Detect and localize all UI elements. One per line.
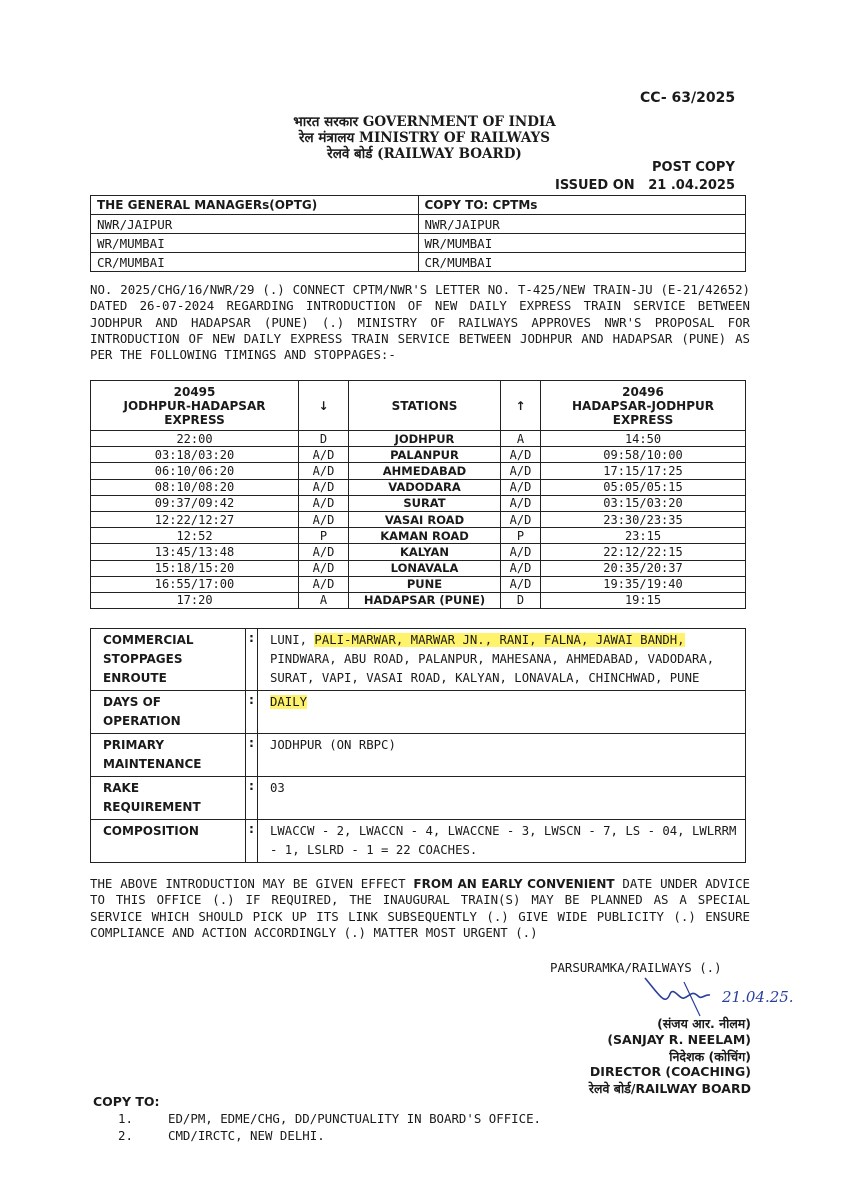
colon-separator: : xyxy=(246,820,258,863)
table-row xyxy=(91,528,746,544)
table-row xyxy=(91,576,746,592)
down-code: A/D xyxy=(299,479,349,495)
colon-separator: : xyxy=(246,734,258,777)
station-name: KAMAN ROAD xyxy=(349,528,501,544)
days-label xyxy=(91,691,246,734)
addressee-header-row xyxy=(91,196,746,215)
signatory-office: रेलवे बोर्ड/RAILWAY BOARD xyxy=(588,1081,751,1096)
up-time: 14:50 xyxy=(541,431,746,447)
table-row xyxy=(91,560,746,576)
up-time: 23:30/23:35 xyxy=(541,511,746,527)
up-time: 23:15 xyxy=(541,528,746,544)
up-time: 22:12/22:15 xyxy=(541,544,746,560)
down-code: A xyxy=(299,592,349,608)
up-code: A/D xyxy=(501,544,541,560)
down-train-name: JODHPUR-HADAPSAR xyxy=(123,398,266,413)
table-row xyxy=(91,592,746,608)
up-code: A/D xyxy=(501,560,541,576)
body-paragraph: NO. 2025/CHG/16/NWR/29 (.) CONNECT CPTM/NWR'S LETTER NO. T-425/NEW TRAIN-JU (E-21/42652) DATED 26-07-2024 REGARDING INTRODUCTION OF NEW DAILY EXPRESS TRAIN SERVICE BETWEEN JODHPUR AND HADAPSAR (PUNE) (.) MINISTRY OF RAILWAYS APPROVES NWR'S PROPOSAL FOR INTRODUCTION OF NEW DAILY EXPRESS TRAIN SERVICE BETWEEN JODHPUR AND HADAPSAR (PUNE) AS PER THE FOLLOWING TIMINGS AND STOPPAGES:- xyxy=(90,282,750,363)
post-copy-label: POST COPY xyxy=(652,160,735,175)
up-code: A/D xyxy=(501,495,541,511)
down-arrow-icon: ↓ xyxy=(299,381,349,431)
up-train-name: HADAPSAR-JODHPUR xyxy=(572,398,714,413)
up-code: P xyxy=(501,528,541,544)
station-name: VASAI ROAD xyxy=(349,511,501,527)
station-name: SURAT xyxy=(349,495,501,511)
stoppages-value xyxy=(258,629,746,691)
general-managers-head: THE GENERAL MANAGERs(OPTG) xyxy=(91,196,419,215)
days-value xyxy=(258,691,746,734)
addressee-table xyxy=(90,195,746,272)
colon-separator: : xyxy=(246,629,258,691)
stoppages-label-line: STOPPAGES xyxy=(103,652,183,666)
down-time: 08:10/08:20 xyxy=(91,479,299,495)
rake-row xyxy=(91,777,746,820)
gm-cell: NWR/JAIPUR xyxy=(91,215,419,234)
table-row xyxy=(91,215,746,234)
table-row xyxy=(91,447,746,463)
down-time: 16:55/17:00 xyxy=(91,576,299,592)
station-name: VADODARA xyxy=(349,479,501,495)
down-time: 15:18/15:20 xyxy=(91,560,299,576)
issued-on-date: 21 .04.2025 xyxy=(648,178,736,193)
down-code: A/D xyxy=(299,576,349,592)
composition-label: COMPOSITION xyxy=(91,820,246,863)
down-time: 03:18/03:20 xyxy=(91,447,299,463)
signatory-title-hindi: निदेशक (कोचिंग) xyxy=(669,1049,751,1064)
maintenance-label-line: MAINTENANCE xyxy=(103,757,202,771)
timetable-header-row xyxy=(91,381,746,431)
cptm-cell: CR/MUMBAI xyxy=(418,253,746,272)
issued-on-label: ISSUED ON xyxy=(555,178,635,193)
list-item-number: 1. xyxy=(118,1111,133,1126)
down-train-head xyxy=(91,381,299,431)
up-time: 20:35/20:37 xyxy=(541,560,746,576)
maintenance-row xyxy=(91,734,746,777)
up-time: 19:35/19:40 xyxy=(541,576,746,592)
days-row xyxy=(91,691,746,734)
up-code: D xyxy=(501,592,541,608)
details-table xyxy=(90,628,746,863)
signature-date: 21.04.25. xyxy=(722,988,794,1006)
up-train-type: EXPRESS xyxy=(612,412,674,427)
up-code: A xyxy=(501,431,541,447)
list-item-text: CMD/IRCTC, NEW DELHI. xyxy=(168,1128,325,1143)
rake-label-line: REQUIREMENT xyxy=(103,800,201,814)
composition-row xyxy=(91,820,746,863)
table-row xyxy=(91,234,746,253)
colon-separator: : xyxy=(246,691,258,734)
table-row xyxy=(91,544,746,560)
signatory-name-hindi: (संजय आर. नीलम) xyxy=(657,1016,751,1031)
rake-label-line: RAKE xyxy=(103,781,140,795)
station-name: JODHPUR xyxy=(349,431,501,447)
rake-label xyxy=(91,777,246,820)
down-code: A/D xyxy=(299,511,349,527)
table-row xyxy=(91,463,746,479)
maintenance-label xyxy=(91,734,246,777)
table-row xyxy=(91,253,746,272)
list-item xyxy=(118,1111,541,1126)
gm-cell: WR/MUMBAI xyxy=(91,234,419,253)
up-time: 19:15 xyxy=(541,592,746,608)
signatory-name-english: (SANJAY R. NEELAM) xyxy=(607,1032,751,1047)
header-board: रेलवे बोर्ड (RAILWAY BOARD) xyxy=(327,146,522,162)
down-code: A/D xyxy=(299,447,349,463)
up-time: 03:15/03:20 xyxy=(541,495,746,511)
down-code: A/D xyxy=(299,544,349,560)
list-item-number: 2. xyxy=(118,1128,133,1143)
down-train-number: 20495 xyxy=(173,384,216,399)
maintenance-value: JODHPUR (ON RBPC) xyxy=(258,734,746,777)
down-time: 17:20 xyxy=(91,592,299,608)
cptm-cell: WR/MUMBAI xyxy=(418,234,746,253)
closing-text: THE ABOVE INTRODUCTION MAY BE GIVEN EFFECT xyxy=(90,876,414,891)
cptm-cell: NWR/JAIPUR xyxy=(418,215,746,234)
issued-on xyxy=(555,178,735,193)
closing-paragraph xyxy=(90,876,750,941)
up-time: 05:05/05:15 xyxy=(541,479,746,495)
table-row xyxy=(91,479,746,495)
table-row xyxy=(91,495,746,511)
up-code: A/D xyxy=(501,479,541,495)
days-label-line: DAYS OF xyxy=(103,695,162,709)
station-name: KALYAN xyxy=(349,544,501,560)
table-row xyxy=(91,511,746,527)
signatory-title-english: DIRECTOR (COACHING) xyxy=(589,1064,751,1079)
days-label-line: OPERATION xyxy=(103,714,181,728)
up-time: 09:58/10:00 xyxy=(541,447,746,463)
telegraphic-signoff: PARSURAMKA/RAILWAYS (.) xyxy=(550,960,722,975)
down-code: D xyxy=(299,431,349,447)
maintenance-label-line: PRIMARY xyxy=(103,738,165,752)
station-name: PUNE xyxy=(349,576,501,592)
header-government: भारत सरकार GOVERNMENT OF INDIA xyxy=(293,114,556,130)
stoppages-label-line: COMMERCIAL xyxy=(103,633,194,647)
up-arrow-icon: ↑ xyxy=(501,381,541,431)
header-ministry: रेल मंत्रालय MINISTRY OF RAILWAYS xyxy=(298,130,551,146)
closing-bold-text: FROM AN EARLY CONVENIENT xyxy=(413,877,615,891)
station-name: AHMEDABAD xyxy=(349,463,501,479)
list-item xyxy=(118,1128,325,1143)
stoppages-rest: PINDWARA, ABU ROAD, PALANPUR, MAHESANA, AHMEDABAD, VADODARA, SURAT, VAPI, VASAI ROAD, KALYAN, LONAVALA, CHINCHWAD, PUNE xyxy=(270,652,715,685)
list-item-text: ED/PM, EDME/CHG, DD/PUNCTUALITY IN BOARD'S OFFICE. xyxy=(168,1111,541,1126)
stoppages-label-line: ENROUTE xyxy=(103,671,167,685)
station-name: HADAPSAR (PUNE) xyxy=(349,592,501,608)
down-code: A/D xyxy=(299,495,349,511)
timetable xyxy=(90,380,746,609)
down-code: A/D xyxy=(299,463,349,479)
down-code: A/D xyxy=(299,560,349,576)
table-row xyxy=(91,431,746,447)
colon-separator: : xyxy=(246,777,258,820)
up-code: A/D xyxy=(501,463,541,479)
down-time: 13:45/13:48 xyxy=(91,544,299,560)
stoppages-label xyxy=(91,629,246,691)
stoppages-first: LUNI, xyxy=(270,633,315,647)
stoppages-row xyxy=(91,629,746,691)
reference-number: CC- 63/2025 xyxy=(640,90,736,106)
down-time: 12:22/12:27 xyxy=(91,511,299,527)
copy-to-cptms-head: COPY TO: CPTMs xyxy=(418,196,746,215)
closing-text: DATE UNDER ADVICE TO THIS OFFICE (.) IF REQUIRED, THE INAUGURAL TRAIN(S) MAY BE PLANNED AS A SPECIAL SERVICE WHICH SHOULD PICK UP ITS LINK SUBSEQUENTLY (.) GIVE WIDE PUBLICITY (.) ENSURE COMPLIANCE AND ACTION ACCORDINGLY (.) MATTER MOST URGENT (.) xyxy=(90,876,750,940)
stoppages-highlighted: PALI-MARWAR, MARWAR JN., RANI, FALNA, JAWAI BANDH, xyxy=(314,633,685,647)
gm-cell: CR/MUMBAI xyxy=(91,253,419,272)
rake-value: 03 xyxy=(258,777,746,820)
down-time: 12:52 xyxy=(91,528,299,544)
down-time: 06:10/06:20 xyxy=(91,463,299,479)
down-time: 22:00 xyxy=(91,431,299,447)
station-name: LONAVALA xyxy=(349,560,501,576)
up-code: A/D xyxy=(501,511,541,527)
composition-value: LWACCW - 2, LWACCN - 4, LWACCNE - 3, LWSCN - 7, LS - 04, LWLRRM - 1, LSLRD - 1 = 22 COACHES. xyxy=(258,820,746,863)
down-code: P xyxy=(299,528,349,544)
stations-head: STATIONS xyxy=(349,381,501,431)
up-time: 17:15/17:25 xyxy=(541,463,746,479)
up-code: A/D xyxy=(501,447,541,463)
down-train-type: EXPRESS xyxy=(164,412,225,427)
copy-to-heading: COPY TO: xyxy=(93,1094,160,1109)
up-train-head xyxy=(541,381,746,431)
up-code: A/D xyxy=(501,576,541,592)
station-name: PALANPUR xyxy=(349,447,501,463)
down-time: 09:37/09:42 xyxy=(91,495,299,511)
days-highlighted: DAILY xyxy=(270,695,308,709)
up-train-number: 20496 xyxy=(622,384,664,399)
